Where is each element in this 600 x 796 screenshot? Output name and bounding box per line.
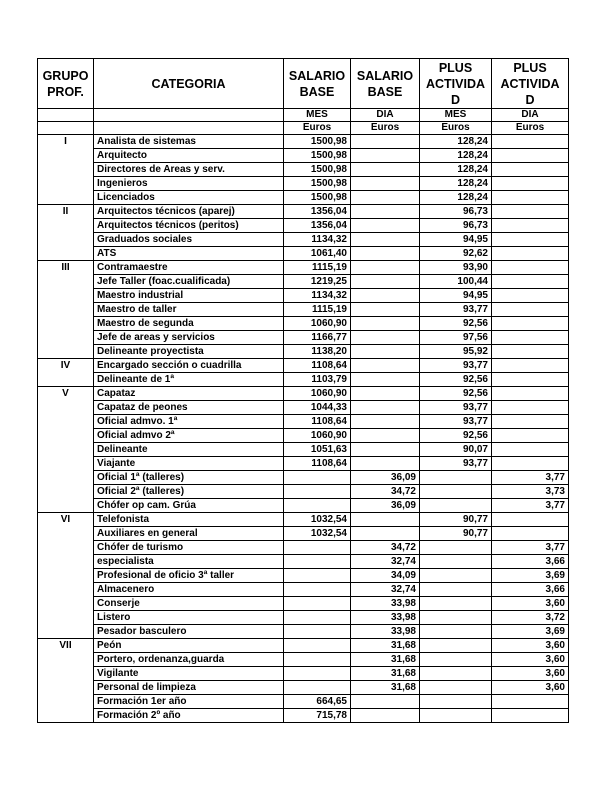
- plus-dia-cell: 3,60: [492, 681, 569, 695]
- salario-base-mes-cell: 1060,90: [284, 387, 351, 401]
- categoria-cell: Profesional de oficio 3ª taller: [94, 569, 284, 583]
- categoria-cell: Delineante: [94, 443, 284, 457]
- categoria-cell: Arquitectos técnicos (aparej): [94, 205, 284, 219]
- header-row: [38, 59, 569, 109]
- plus-mes-cell: 94,95: [420, 233, 492, 247]
- unit-row: [38, 122, 569, 135]
- salario-base-dia-cell: 34,72: [351, 485, 420, 499]
- unit-label: Euros: [284, 122, 351, 135]
- salario-base-mes-cell: 664,65: [284, 695, 351, 709]
- salary-table: [37, 58, 569, 723]
- salario-base-mes-cell: 1356,04: [284, 219, 351, 233]
- period-label: DIA: [492, 109, 569, 122]
- unit-label: Euros: [420, 122, 492, 135]
- salario-base-dia-cell: 33,98: [351, 597, 420, 611]
- header-salario-base-dia: SALARIO BASE: [351, 59, 420, 109]
- categoria-cell: Viajante: [94, 457, 284, 471]
- table-row: [38, 331, 569, 345]
- table-row: [38, 611, 569, 625]
- categoria-cell: Vigilante: [94, 667, 284, 681]
- plus-dia-cell: 3,60: [492, 667, 569, 681]
- table-row: [38, 303, 569, 317]
- categoria-cell: ATS: [94, 247, 284, 261]
- table-row: [38, 527, 569, 541]
- categoria-cell: Chófer op cam. Grúa: [94, 499, 284, 513]
- table-row: [38, 429, 569, 443]
- salario-base-dia-cell: [351, 275, 420, 289]
- salario-base-dia-cell: [351, 527, 420, 541]
- salario-base-mes-cell: 1115,19: [284, 261, 351, 275]
- table-row: [38, 513, 569, 527]
- categoria-cell: Ingenieros: [94, 177, 284, 191]
- plus-mes-cell: [420, 611, 492, 625]
- plus-dia-cell: [492, 331, 569, 345]
- salario-base-dia-cell: 33,98: [351, 625, 420, 639]
- salario-base-dia-cell: 34,09: [351, 569, 420, 583]
- plus-dia-cell: [492, 163, 569, 177]
- plus-mes-cell: [420, 695, 492, 709]
- period-row: [38, 109, 569, 122]
- plus-mes-cell: 92,56: [420, 429, 492, 443]
- plus-dia-cell: [492, 289, 569, 303]
- header-salario-base-mes: SALARIO BASE: [284, 59, 351, 109]
- salario-base-dia-cell: 32,74: [351, 583, 420, 597]
- table-row: [38, 373, 569, 387]
- salario-base-mes-cell: [284, 569, 351, 583]
- plus-mes-cell: 92,56: [420, 373, 492, 387]
- plus-dia-cell: 3,77: [492, 471, 569, 485]
- plus-mes-cell: [420, 709, 492, 723]
- grupo-cell: IV: [38, 359, 94, 387]
- plus-dia-cell: [492, 709, 569, 723]
- categoria-cell: Pesador basculero: [94, 625, 284, 639]
- table-row: [38, 681, 569, 695]
- plus-mes-cell: [420, 667, 492, 681]
- salario-base-dia-cell: 31,68: [351, 639, 420, 653]
- plus-dia-cell: [492, 317, 569, 331]
- salario-base-mes-cell: [284, 625, 351, 639]
- categoria-cell: Portero, ordenanza,guarda: [94, 653, 284, 667]
- plus-dia-cell: 3,66: [492, 555, 569, 569]
- plus-mes-cell: [420, 625, 492, 639]
- salario-base-dia-cell: [351, 261, 420, 275]
- salario-base-dia-cell: [351, 317, 420, 331]
- plus-mes-cell: 96,73: [420, 219, 492, 233]
- period-label: MES: [420, 109, 492, 122]
- plus-mes-cell: 95,92: [420, 345, 492, 359]
- salario-base-dia-cell: [351, 695, 420, 709]
- plus-mes-cell: 96,73: [420, 205, 492, 219]
- plus-mes-cell: [420, 485, 492, 499]
- salario-base-dia-cell: [351, 429, 420, 443]
- plus-mes-cell: 93,77: [420, 359, 492, 373]
- plus-mes-cell: 90,77: [420, 527, 492, 541]
- table-row: [38, 415, 569, 429]
- plus-mes-cell: [420, 471, 492, 485]
- categoria-cell: Formación 1er año: [94, 695, 284, 709]
- salario-base-mes-cell: 715,78: [284, 709, 351, 723]
- grupo-cell: III: [38, 261, 94, 359]
- categoria-cell: Personal de limpieza: [94, 681, 284, 695]
- salario-base-dia-cell: [351, 289, 420, 303]
- grupo-cell: I: [38, 135, 94, 205]
- plus-mes-cell: 97,56: [420, 331, 492, 345]
- categoria-cell: Oficial 1ª (talleres): [94, 471, 284, 485]
- plus-dia-cell: [492, 415, 569, 429]
- categoria-cell: Maestro de taller: [94, 303, 284, 317]
- plus-dia-cell: 3,66: [492, 583, 569, 597]
- table-row: [38, 177, 569, 191]
- plus-dia-cell: 3,73: [492, 485, 569, 499]
- salario-base-mes-cell: 1115,19: [284, 303, 351, 317]
- unit-label: Euros: [492, 122, 569, 135]
- table-row: [38, 345, 569, 359]
- table-row: [38, 233, 569, 247]
- categoria-cell: Maestro industrial: [94, 289, 284, 303]
- salario-base-mes-cell: 1500,98: [284, 191, 351, 205]
- plus-mes-cell: [420, 597, 492, 611]
- table-row: [38, 205, 569, 219]
- period-label: DIA: [351, 109, 420, 122]
- categoria-cell: Oficial admvo 2ª: [94, 429, 284, 443]
- salario-base-mes-cell: [284, 555, 351, 569]
- salario-base-dia-cell: 32,74: [351, 555, 420, 569]
- salario-base-mes-cell: 1060,90: [284, 317, 351, 331]
- plus-dia-cell: 3,60: [492, 639, 569, 653]
- table-row: [38, 555, 569, 569]
- salario-base-dia-cell: [351, 387, 420, 401]
- plus-dia-cell: [492, 457, 569, 471]
- categoria-cell: Telefonista: [94, 513, 284, 527]
- table-row: [38, 667, 569, 681]
- grupo-cell: VI: [38, 513, 94, 639]
- plus-dia-cell: [492, 359, 569, 373]
- categoria-cell: especialista: [94, 555, 284, 569]
- salario-base-dia-cell: [351, 205, 420, 219]
- plus-dia-cell: 3,69: [492, 625, 569, 639]
- categoria-cell: Graduados sociales: [94, 233, 284, 247]
- plus-mes-cell: 128,24: [420, 163, 492, 177]
- table-row: [38, 443, 569, 457]
- plus-dia-cell: [492, 261, 569, 275]
- plus-mes-cell: 92,56: [420, 387, 492, 401]
- plus-dia-cell: 3,69: [492, 569, 569, 583]
- plus-dia-cell: [492, 303, 569, 317]
- salario-base-mes-cell: [284, 639, 351, 653]
- plus-dia-cell: [492, 387, 569, 401]
- salario-base-dia-cell: [351, 219, 420, 233]
- categoria-cell: Arquitectos técnicos (peritos): [94, 219, 284, 233]
- plus-dia-cell: [492, 429, 569, 443]
- salario-base-mes-cell: 1219,25: [284, 275, 351, 289]
- table-row: [38, 583, 569, 597]
- plus-dia-cell: [492, 345, 569, 359]
- plus-mes-cell: 128,24: [420, 135, 492, 149]
- salario-base-mes-cell: 1044,33: [284, 401, 351, 415]
- salario-base-mes-cell: 1032,54: [284, 513, 351, 527]
- plus-dia-cell: 3,72: [492, 611, 569, 625]
- plus-dia-cell: 3,77: [492, 499, 569, 513]
- salario-base-dia-cell: [351, 513, 420, 527]
- plus-dia-cell: [492, 401, 569, 415]
- table-row: [38, 695, 569, 709]
- plus-mes-cell: [420, 569, 492, 583]
- table-row: [38, 485, 569, 499]
- table-row: [38, 457, 569, 471]
- salario-base-dia-cell: 31,68: [351, 653, 420, 667]
- salario-base-dia-cell: [351, 345, 420, 359]
- plus-mes-cell: [420, 583, 492, 597]
- salario-base-mes-cell: [284, 597, 351, 611]
- salario-base-mes-cell: [284, 653, 351, 667]
- categoria-cell: Analista de sistemas: [94, 135, 284, 149]
- salario-base-mes-cell: 1166,77: [284, 331, 351, 345]
- salario-base-mes-cell: [284, 471, 351, 485]
- salario-base-mes-cell: 1032,54: [284, 527, 351, 541]
- plus-dia-cell: [492, 149, 569, 163]
- salario-base-mes-cell: 1500,98: [284, 149, 351, 163]
- salario-base-dia-cell: [351, 177, 420, 191]
- salario-base-mes-cell: [284, 499, 351, 513]
- plus-mes-cell: 90,07: [420, 443, 492, 457]
- plus-mes-cell: [420, 541, 492, 555]
- table-row: [38, 247, 569, 261]
- plus-dia-cell: 3,77: [492, 541, 569, 555]
- plus-dia-cell: [492, 443, 569, 457]
- unit-blank: [94, 122, 284, 135]
- salario-base-mes-cell: [284, 583, 351, 597]
- grupo-cell: II: [38, 205, 94, 261]
- categoria-cell: Capataz: [94, 387, 284, 401]
- categoria-cell: Almacenero: [94, 583, 284, 597]
- table-row: [38, 191, 569, 205]
- salario-base-mes-cell: [284, 667, 351, 681]
- salario-base-mes-cell: 1500,98: [284, 177, 351, 191]
- plus-dia-cell: 3,60: [492, 653, 569, 667]
- salario-base-mes-cell: [284, 611, 351, 625]
- salario-base-mes-cell: [284, 681, 351, 695]
- salario-base-mes-cell: 1061,40: [284, 247, 351, 261]
- table-row: [38, 149, 569, 163]
- salario-base-dia-cell: [351, 163, 420, 177]
- categoria-cell: Conserje: [94, 597, 284, 611]
- table-row: [38, 317, 569, 331]
- plus-dia-cell: 3,60: [492, 597, 569, 611]
- salario-base-mes-cell: 1138,20: [284, 345, 351, 359]
- header-plus-dia: PLUS ACTIVIDA D: [492, 59, 569, 109]
- categoria-cell: Jefe de areas y servicios: [94, 331, 284, 345]
- salario-base-mes-cell: 1108,64: [284, 359, 351, 373]
- salario-base-mes-cell: [284, 485, 351, 499]
- categoria-cell: Encargado sección o cuadrilla: [94, 359, 284, 373]
- salario-base-mes-cell: 1356,04: [284, 205, 351, 219]
- grupo-cell: V: [38, 387, 94, 513]
- table-row: [38, 135, 569, 149]
- salario-base-dia-cell: [351, 247, 420, 261]
- plus-mes-cell: 93,77: [420, 303, 492, 317]
- categoria-cell: Arquitecto: [94, 149, 284, 163]
- salario-base-dia-cell: [351, 401, 420, 415]
- period-blank: [94, 109, 284, 122]
- table-row: [38, 289, 569, 303]
- categoria-cell: Peón: [94, 639, 284, 653]
- plus-mes-cell: 93,77: [420, 457, 492, 471]
- categoria-cell: Contramaestre: [94, 261, 284, 275]
- plus-mes-cell: 92,56: [420, 317, 492, 331]
- categoria-cell: Jefe Taller (foac.cualificada): [94, 275, 284, 289]
- categoria-cell: Capataz de peones: [94, 401, 284, 415]
- salario-base-dia-cell: [351, 443, 420, 457]
- table-row: [38, 219, 569, 233]
- salario-base-mes-cell: 1500,98: [284, 135, 351, 149]
- table-row: [38, 261, 569, 275]
- table-row: [38, 471, 569, 485]
- header-categoria: CATEGORIA: [94, 59, 284, 109]
- plus-dia-cell: [492, 247, 569, 261]
- salario-base-dia-cell: [351, 373, 420, 387]
- categoria-cell: Delineante proyectista: [94, 345, 284, 359]
- table-row: [38, 569, 569, 583]
- categoria-cell: Oficial 2ª (talleres): [94, 485, 284, 499]
- salario-base-dia-cell: [351, 709, 420, 723]
- salario-base-dia-cell: [351, 191, 420, 205]
- plus-mes-cell: 93,77: [420, 401, 492, 415]
- period-blank: [38, 109, 94, 122]
- plus-mes-cell: 92,62: [420, 247, 492, 261]
- salario-base-dia-cell: [351, 359, 420, 373]
- plus-dia-cell: [492, 205, 569, 219]
- salario-base-dia-cell: 36,09: [351, 499, 420, 513]
- plus-mes-cell: [420, 639, 492, 653]
- plus-mes-cell: 100,44: [420, 275, 492, 289]
- salario-base-dia-cell: 36,09: [351, 471, 420, 485]
- categoria-cell: Chófer de turismo: [94, 541, 284, 555]
- table-row: [38, 639, 569, 653]
- salario-base-dia-cell: [351, 149, 420, 163]
- table-row: [38, 709, 569, 723]
- plus-mes-cell: 90,77: [420, 513, 492, 527]
- plus-mes-cell: 128,24: [420, 149, 492, 163]
- plus-dia-cell: [492, 695, 569, 709]
- categoria-cell: Licenciados: [94, 191, 284, 205]
- salario-base-mes-cell: 1500,98: [284, 163, 351, 177]
- unit-blank: [38, 122, 94, 135]
- salario-base-mes-cell: 1108,64: [284, 457, 351, 471]
- plus-mes-cell: 128,24: [420, 191, 492, 205]
- table-row: [38, 625, 569, 639]
- categoria-cell: Maestro de segunda: [94, 317, 284, 331]
- salario-base-dia-cell: [351, 415, 420, 429]
- salary-table-body: [38, 59, 569, 723]
- salario-base-dia-cell: 33,98: [351, 611, 420, 625]
- table-row: [38, 499, 569, 513]
- table-row: [38, 275, 569, 289]
- salario-base-dia-cell: [351, 303, 420, 317]
- salario-base-mes-cell: 1103,79: [284, 373, 351, 387]
- categoria-cell: Listero: [94, 611, 284, 625]
- plus-dia-cell: [492, 373, 569, 387]
- period-label: MES: [284, 109, 351, 122]
- plus-mes-cell: [420, 653, 492, 667]
- unit-label: Euros: [351, 122, 420, 135]
- table-row: [38, 359, 569, 373]
- categoria-cell: Delineante de 1ª: [94, 373, 284, 387]
- salario-base-mes-cell: 1134,32: [284, 289, 351, 303]
- plus-mes-cell: 93,90: [420, 261, 492, 275]
- plus-mes-cell: 94,95: [420, 289, 492, 303]
- salario-base-dia-cell: 34,72: [351, 541, 420, 555]
- salario-base-dia-cell: [351, 233, 420, 247]
- salario-base-mes-cell: 1134,32: [284, 233, 351, 247]
- salario-base-dia-cell: [351, 331, 420, 345]
- plus-dia-cell: [492, 513, 569, 527]
- salario-base-dia-cell: 31,68: [351, 681, 420, 695]
- table-row: [38, 387, 569, 401]
- plus-dia-cell: [492, 177, 569, 191]
- plus-mes-cell: [420, 681, 492, 695]
- header-plus-mes: PLUS ACTIVIDA D: [420, 59, 492, 109]
- salario-base-mes-cell: 1051,63: [284, 443, 351, 457]
- table-row: [38, 541, 569, 555]
- plus-dia-cell: [492, 135, 569, 149]
- grupo-cell: VII: [38, 639, 94, 723]
- salario-base-dia-cell: [351, 135, 420, 149]
- salario-base-mes-cell: 1108,64: [284, 415, 351, 429]
- table-row: [38, 401, 569, 415]
- salario-base-dia-cell: 31,68: [351, 667, 420, 681]
- plus-dia-cell: [492, 233, 569, 247]
- plus-dia-cell: [492, 527, 569, 541]
- categoria-cell: Formación 2º año: [94, 709, 284, 723]
- categoria-cell: Auxiliares en general: [94, 527, 284, 541]
- salario-base-mes-cell: [284, 541, 351, 555]
- plus-mes-cell: 93,77: [420, 415, 492, 429]
- categoria-cell: Directores de Areas y serv.: [94, 163, 284, 177]
- plus-mes-cell: [420, 499, 492, 513]
- table-row: [38, 597, 569, 611]
- salario-base-mes-cell: 1060,90: [284, 429, 351, 443]
- header-grupo: GRUPO PROF.: [38, 59, 94, 109]
- plus-mes-cell: [420, 555, 492, 569]
- salario-base-dia-cell: [351, 457, 420, 471]
- plus-dia-cell: [492, 191, 569, 205]
- plus-mes-cell: 128,24: [420, 177, 492, 191]
- table-row: [38, 163, 569, 177]
- categoria-cell: Oficial admvo. 1ª: [94, 415, 284, 429]
- plus-dia-cell: [492, 219, 569, 233]
- table-row: [38, 653, 569, 667]
- plus-dia-cell: [492, 275, 569, 289]
